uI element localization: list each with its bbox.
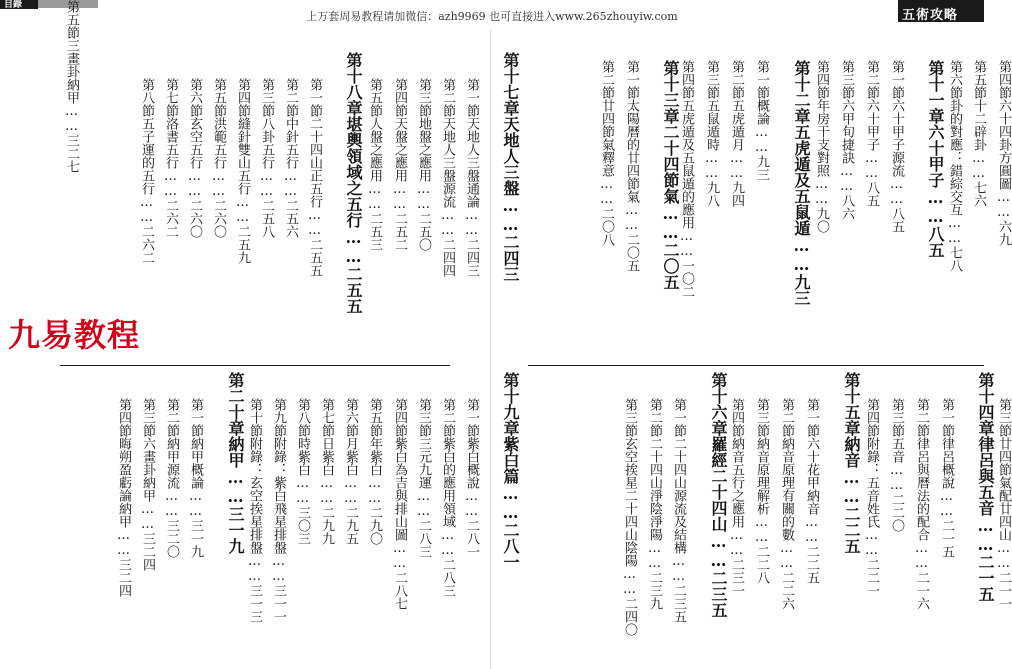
dot-leader: …… bbox=[622, 567, 637, 597]
header-right-title: 五術攻略 bbox=[902, 8, 959, 23]
entry-title: 天地人三盤通論 bbox=[464, 117, 479, 208]
page-number: 二六〇 bbox=[187, 199, 202, 238]
chapter-label: 第十二章 bbox=[792, 60, 811, 124]
entry-title: 時紫白 bbox=[295, 437, 310, 476]
entry-title: 納音原理有關的數 bbox=[779, 437, 794, 541]
page-number: 二八一 bbox=[501, 522, 520, 570]
page-number: 二〇五 bbox=[624, 233, 639, 272]
dot-leader: …… bbox=[259, 169, 274, 199]
entry-title: 紫白的應用領域 bbox=[440, 437, 455, 528]
section-label: 第四節 bbox=[864, 398, 879, 437]
page-number: 二六二 bbox=[163, 199, 178, 238]
entry-title: 納甲源流 bbox=[164, 437, 179, 489]
entry-title: 月紫白 bbox=[343, 437, 358, 476]
page-number: 九四 bbox=[729, 181, 744, 207]
section-label: 第四節 bbox=[996, 60, 1011, 99]
page-number: 三一三 bbox=[247, 584, 262, 623]
page-number: 二二五 bbox=[804, 545, 819, 584]
entry-title: 律呂與曆法的配合 bbox=[914, 437, 929, 541]
page-number: 一〇二 bbox=[679, 259, 694, 298]
entry-title: 廿四節氣釋意 bbox=[599, 99, 614, 177]
entry-title: 附錄：紫白飛星排盤 bbox=[271, 437, 286, 554]
dot-leader: …… bbox=[647, 541, 662, 571]
entry-title: 地盤之應用 bbox=[416, 117, 431, 182]
dot-leader: …… bbox=[163, 169, 178, 199]
dot-leader: …… bbox=[947, 216, 962, 246]
section-label: 第六節 bbox=[947, 60, 962, 99]
dot-leader: …… bbox=[501, 484, 520, 522]
dot-leader: …… bbox=[64, 104, 79, 134]
chapter-label: 第二十章 bbox=[226, 372, 245, 436]
chapter-label: 第十八章 bbox=[344, 52, 363, 116]
entry-title: 附錄：玄空挨星排盤 bbox=[247, 437, 262, 554]
entry-title: 年紫白 bbox=[367, 437, 382, 476]
section-label: 第二節 bbox=[440, 78, 455, 117]
page-number: 二三九 bbox=[647, 571, 662, 610]
dot-leader: …… bbox=[729, 151, 744, 181]
entry-title: 納音 bbox=[842, 436, 861, 468]
entry-title: 八卦五行 bbox=[259, 117, 274, 169]
dot-leader: …… bbox=[271, 554, 286, 584]
entry-title: 廿四節氣配廿四山 bbox=[996, 437, 1011, 541]
entry-title: 六十甲子源流 bbox=[889, 99, 904, 177]
section-label: 第七節 bbox=[319, 398, 334, 437]
dot-leader: …… bbox=[864, 151, 879, 181]
page-number: 二二六 bbox=[779, 571, 794, 610]
entry-title: 堪輿領域之五行 bbox=[344, 116, 363, 228]
dot-leader: …… bbox=[440, 528, 455, 558]
entry-title: 納音原理解析 bbox=[754, 437, 769, 515]
page-number: 二八三 bbox=[440, 558, 455, 597]
page-number: 八五 bbox=[864, 181, 879, 207]
dot-leader: …… bbox=[839, 164, 854, 194]
chapter-label: 第十七章 bbox=[501, 52, 520, 116]
dot-leader: …… bbox=[889, 177, 904, 207]
toc-entry bbox=[558, 398, 638, 668]
dot-leader: …… bbox=[709, 532, 728, 570]
entry-title: 十二辟卦 bbox=[971, 99, 986, 151]
toc-entry bbox=[52, 398, 132, 668]
page-number: 二一五 bbox=[939, 519, 954, 558]
page-number: 二三一 bbox=[729, 558, 744, 597]
section-label: 第三節 bbox=[839, 60, 854, 99]
section-label: 第三節 bbox=[140, 398, 155, 437]
dot-leader: …… bbox=[140, 502, 155, 532]
page-number: 三一一 bbox=[271, 584, 286, 623]
entry-title: 三元九運 bbox=[416, 437, 431, 489]
dot-leader: …… bbox=[416, 489, 431, 519]
page-number: 九三 bbox=[754, 155, 769, 181]
page-number: 八六 bbox=[839, 194, 854, 220]
dot-leader: …… bbox=[343, 476, 358, 506]
section-label: 第五節 bbox=[367, 78, 382, 117]
dot-leader: …… bbox=[971, 151, 986, 181]
section-label: 第五節 bbox=[64, 0, 79, 39]
page-number: 三一九 bbox=[226, 506, 245, 554]
brand-logo: 九易教程 bbox=[8, 316, 141, 354]
section-label: 第四節 bbox=[392, 398, 407, 437]
toc-entry bbox=[535, 60, 615, 348]
dot-leader: …… bbox=[926, 188, 945, 226]
section-label: 第五節 bbox=[211, 78, 226, 117]
page-number: 二〇五 bbox=[661, 242, 680, 290]
entry-title: 二十四節氣 bbox=[661, 124, 680, 204]
entry-title: 二十四山正五行 bbox=[307, 117, 322, 208]
chapter-label: 第十四章 bbox=[976, 372, 995, 436]
entry-title: 日紫白 bbox=[319, 437, 334, 476]
dot-leader: …… bbox=[842, 468, 861, 506]
section-label: 第三節 bbox=[259, 78, 274, 117]
page-number: 三二四 bbox=[140, 532, 155, 571]
section-label: 第二節 bbox=[647, 398, 662, 437]
section-label: 第四節 bbox=[116, 398, 131, 437]
section-label: 第三節 bbox=[889, 398, 904, 437]
dot-leader: …… bbox=[367, 476, 382, 506]
dot-leader: …… bbox=[679, 229, 694, 259]
section-label: 第一節 bbox=[939, 398, 954, 437]
section-label: 第三節 bbox=[416, 398, 431, 437]
entry-title: 紫白為吉與排山圖 bbox=[392, 437, 407, 541]
section-label: 第一節 bbox=[754, 60, 769, 99]
dot-leader: …… bbox=[164, 489, 179, 519]
page-number: 二五三 bbox=[367, 212, 382, 251]
entry-title: 五音 bbox=[889, 437, 904, 463]
page-number: 二二一 bbox=[864, 558, 879, 597]
page-number: 二六二 bbox=[139, 225, 154, 264]
entry-title: 六畫卦納甲 bbox=[140, 437, 155, 502]
page-number: 九三 bbox=[792, 274, 811, 306]
entry-title: 玄空五行 bbox=[187, 117, 202, 169]
entry-title: 納音五行之應用 bbox=[729, 437, 744, 528]
dot-leader: …… bbox=[319, 476, 334, 506]
page-number: 二九九 bbox=[319, 506, 334, 545]
entry-title: 洛書五行 bbox=[163, 117, 178, 169]
dot-leader: …… bbox=[624, 203, 639, 233]
page-number: 三二〇 bbox=[164, 519, 179, 558]
entry-title: 中針五行 bbox=[283, 117, 298, 169]
section-label: 第二節 bbox=[440, 398, 455, 437]
page-number: 二五五 bbox=[344, 266, 363, 314]
entry-title: 五子運的五行 bbox=[139, 117, 154, 195]
watermark-banner: 上万套周易教程请加微信：azh9969 也可直接进入www.265zhouyiw.com bbox=[306, 10, 678, 23]
dot-leader: …… bbox=[116, 528, 131, 558]
page-number: 二二八 bbox=[754, 545, 769, 584]
section-label: 第一節 bbox=[804, 398, 819, 437]
section-label: 第二節 bbox=[914, 398, 929, 437]
page-number: 二五九 bbox=[235, 225, 250, 264]
page-number: 七八 bbox=[947, 246, 962, 272]
entry-title: 五虎遁及五鼠遁 bbox=[792, 124, 811, 236]
dot-leader: …… bbox=[211, 169, 226, 199]
section-label: 第三節 bbox=[704, 60, 719, 99]
dot-leader: …… bbox=[247, 554, 262, 584]
entry-title: 紫白篇 bbox=[501, 436, 520, 484]
entry-title: 三畫卦納甲 bbox=[64, 39, 79, 104]
entry-title: 六十甲子 bbox=[864, 99, 879, 151]
header-left-title: 目錄 bbox=[4, 0, 23, 10]
entry-title: 六甲旬捷訣 bbox=[839, 99, 854, 164]
entry-title: 羅經二十四山 bbox=[709, 436, 728, 532]
page-number: 二四〇 bbox=[622, 597, 637, 636]
chapter-label: 第十六章 bbox=[709, 372, 728, 436]
entry-title: 納甲概論 bbox=[188, 437, 203, 489]
section-label: 第一節 bbox=[464, 398, 479, 437]
page-number: 二一六 bbox=[914, 571, 929, 610]
dot-leader: …… bbox=[283, 169, 298, 199]
section-label: 第二節 bbox=[283, 78, 298, 117]
dot-leader: …… bbox=[416, 182, 431, 212]
dot-leader: …… bbox=[939, 489, 954, 519]
section-label: 第一節 bbox=[188, 398, 203, 437]
section-label: 第二節 bbox=[599, 60, 614, 99]
dot-leader: …… bbox=[754, 125, 769, 155]
entry-title: 玄空挨星二十四山陰陽 bbox=[622, 437, 637, 567]
entry-title: 五鼠遁時 bbox=[704, 99, 719, 151]
dot-leader: …… bbox=[814, 177, 829, 207]
section-label: 第六節 bbox=[187, 78, 202, 117]
section-label: 第五節 bbox=[367, 398, 382, 437]
page-number: 二三五 bbox=[671, 584, 686, 623]
dot-leader: …… bbox=[295, 476, 310, 506]
dot-leader: …… bbox=[464, 208, 479, 238]
dot-leader: …… bbox=[976, 516, 995, 554]
dot-leader: …… bbox=[367, 182, 382, 212]
section-label: 第四節 bbox=[679, 60, 694, 99]
section-label: 第二節 bbox=[729, 60, 744, 99]
section-label: 第九節 bbox=[271, 398, 286, 437]
section-label: 第一節 bbox=[624, 60, 639, 99]
section-label: 第三節 bbox=[416, 78, 431, 117]
page-number: 九〇 bbox=[814, 207, 829, 233]
page-number: 三二七 bbox=[64, 134, 79, 173]
page-number: 八五 bbox=[926, 226, 945, 258]
chapter-label: 第十五章 bbox=[842, 372, 861, 436]
entry-title: 六十四卦方圓圖 bbox=[996, 99, 1011, 190]
dot-leader: …… bbox=[661, 204, 680, 242]
section-label: 第四節 bbox=[235, 78, 250, 117]
entry-title: 太陽曆的廿四節氣 bbox=[624, 99, 639, 203]
entry-title: 天盤之應用 bbox=[392, 117, 407, 182]
page-number: 二八七 bbox=[392, 571, 407, 610]
section-label: 第十節 bbox=[247, 398, 262, 437]
section-label: 第二節 bbox=[864, 60, 879, 99]
section-label: 第六節 bbox=[343, 398, 358, 437]
dot-leader: …… bbox=[864, 528, 879, 558]
page-number: 八五 bbox=[889, 207, 904, 233]
page-number: 七六 bbox=[971, 181, 986, 207]
page-number: 二一一 bbox=[996, 571, 1011, 610]
dot-leader: …… bbox=[392, 182, 407, 212]
dot-leader: …… bbox=[226, 468, 245, 506]
entry-title: 概論 bbox=[754, 99, 769, 125]
section-label: 第一節 bbox=[307, 78, 322, 117]
page-number: 二四三 bbox=[501, 234, 520, 282]
page-number: 二四三 bbox=[464, 238, 479, 277]
entry-title: 人盤之應用 bbox=[367, 117, 382, 182]
toc-entry bbox=[0, 0, 80, 348]
page-number: 二三五 bbox=[709, 570, 728, 618]
dot-leader: …… bbox=[464, 489, 479, 519]
entry-title: 縫針雙山五行 bbox=[235, 117, 250, 195]
section-label: 第四節 bbox=[729, 398, 744, 437]
page-number: 二五五 bbox=[307, 238, 322, 277]
section-label: 第三節 bbox=[754, 398, 769, 437]
section-label: 第七節 bbox=[163, 78, 178, 117]
entry-title: 五虎遁及五鼠遁的應用 bbox=[679, 99, 694, 229]
entry-title: 二十四山淨陰淨陽 bbox=[647, 437, 662, 541]
section-label: 第二節 bbox=[164, 398, 179, 437]
dot-leader: …… bbox=[889, 463, 904, 493]
section-label: 第四節 bbox=[814, 60, 829, 99]
page-number: 二八三 bbox=[416, 519, 431, 558]
page-number: 三〇三 bbox=[295, 506, 310, 545]
section-label: 第三節 bbox=[996, 398, 1011, 437]
entry-title: 六十甲子 bbox=[926, 124, 945, 188]
section-label: 第四節 bbox=[392, 78, 407, 117]
dot-leader: …… bbox=[501, 196, 520, 234]
entry-title: 紫白概說 bbox=[464, 437, 479, 489]
page-number: 二四四 bbox=[440, 238, 455, 277]
entry-title: 年房干支對照 bbox=[814, 99, 829, 177]
block-divider-right bbox=[528, 365, 984, 366]
page-number: 二二〇 bbox=[889, 493, 904, 532]
page-number: 二五二 bbox=[392, 212, 407, 251]
page-number: 二九〇 bbox=[367, 506, 382, 545]
dot-leader: …… bbox=[139, 195, 154, 225]
chapter-label: 第十九章 bbox=[501, 372, 520, 436]
entry-title: 二十四山源流及結構 bbox=[671, 437, 686, 554]
page-number: 二五〇 bbox=[416, 212, 431, 251]
dot-leader: …… bbox=[804, 515, 819, 545]
entry-title: 洪範五行 bbox=[211, 117, 226, 169]
page-number: 三二四 bbox=[116, 558, 131, 597]
dot-leader: …… bbox=[779, 541, 794, 571]
entry-title: 天地人三盤源流 bbox=[440, 117, 455, 208]
page-number: 三一九 bbox=[188, 519, 203, 558]
page-number: 二五六 bbox=[283, 199, 298, 238]
entry-title: 天地人三盤 bbox=[501, 116, 520, 196]
dot-leader: …… bbox=[188, 489, 203, 519]
page-number: 二〇八 bbox=[599, 207, 614, 246]
dot-leader: …… bbox=[996, 190, 1011, 220]
dot-leader: …… bbox=[671, 554, 686, 584]
entry-title: 卦的對應：錯綜交互 bbox=[947, 99, 962, 216]
entry-title: 五虎遁月 bbox=[729, 99, 744, 151]
dot-leader: …… bbox=[996, 541, 1011, 571]
dot-leader: …… bbox=[344, 228, 363, 266]
dot-leader: …… bbox=[792, 236, 811, 274]
page-number: 二五八 bbox=[259, 199, 274, 238]
page-number: 二二五 bbox=[842, 506, 861, 554]
page-number: 二一五 bbox=[976, 554, 995, 602]
dot-leader: …… bbox=[187, 169, 202, 199]
section-label: 第八節 bbox=[295, 398, 310, 437]
entry-title: 納甲 bbox=[226, 436, 245, 468]
page-number: 二六〇 bbox=[211, 199, 226, 238]
entry-title: 晦朔盈虧論納甲 bbox=[116, 437, 131, 528]
toc-entry bbox=[75, 78, 155, 348]
dot-leader: …… bbox=[599, 177, 614, 207]
section-label: 第一節 bbox=[464, 78, 479, 117]
page-number: 二九五 bbox=[343, 506, 358, 545]
section-label: 第五節 bbox=[971, 60, 986, 99]
page-number: 九八 bbox=[704, 181, 719, 207]
dot-leader: …… bbox=[754, 515, 769, 545]
dot-leader: …… bbox=[440, 208, 455, 238]
entry-title: 附錄：五音姓氏 bbox=[864, 437, 879, 528]
page-number: 二八一 bbox=[464, 519, 479, 558]
block-divider-left bbox=[60, 365, 450, 366]
entry-title: 六十花甲納音 bbox=[804, 437, 819, 515]
dot-leader: …… bbox=[235, 195, 250, 225]
entry-title: 律呂與五音 bbox=[976, 436, 995, 516]
section-label: 第一節 bbox=[671, 398, 686, 437]
section-label: 第二節 bbox=[779, 398, 794, 437]
dot-leader: …… bbox=[704, 151, 719, 181]
dot-leader: …… bbox=[392, 541, 407, 571]
section-label: 第八節 bbox=[139, 78, 154, 117]
dot-leader: …… bbox=[914, 541, 929, 571]
section-label: 第一節 bbox=[889, 60, 904, 99]
dot-leader: …… bbox=[729, 528, 744, 558]
page-number: 六九 bbox=[996, 220, 1011, 246]
chapter-label: 第十三章 bbox=[661, 60, 680, 124]
entry-title: 律呂概說 bbox=[939, 437, 954, 489]
dot-leader: …… bbox=[307, 208, 322, 238]
chapter-label: 第十一章 bbox=[926, 60, 945, 124]
section-label: 第三節 bbox=[622, 398, 637, 437]
